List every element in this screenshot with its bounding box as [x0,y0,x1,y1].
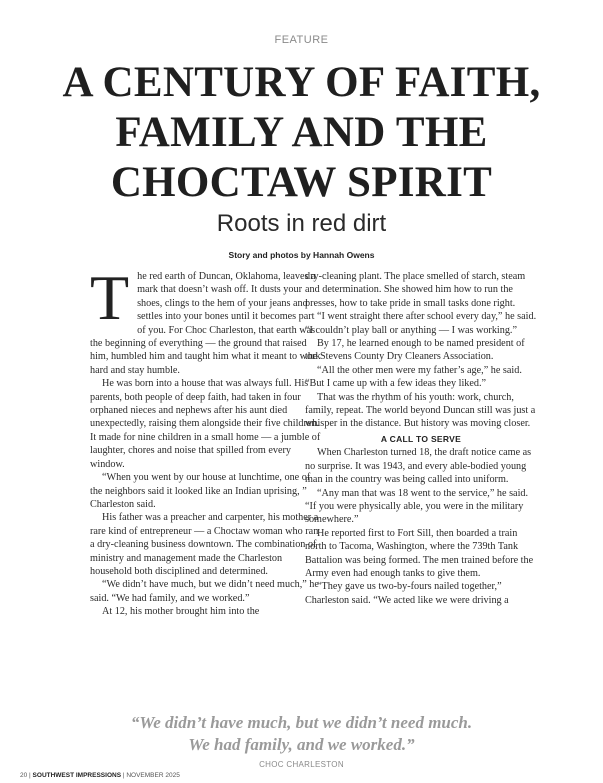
paragraph: “We didn’t have much, but we didn’t need much,” he said. “We had family, and we worked.” [90,579,319,604]
page-number: 20 [20,772,28,779]
paragraph: He reported first to Fort Sill, then boarded a train north to Tacoma, Washington, where the 739th Tank Battalion was being formed. The men trained before the Army even had enough tanks to give them. [305,527,534,579]
drop-cap: T [90,262,130,333]
paragraph: “They gave us two-by-fours nailed together,” Charleston said. “We acted like we were driving a [305,581,509,606]
publication-name: SOUTHWEST IMPRESSIONS [32,772,122,779]
paragraph: That was the rhythm of his youth: work, church, family, repeat. The world beyond Duncan still was just a whisper in the distance. But history was moving closer. [305,391,536,430]
paragraph: “When you went by our house at lunchtime, one of the neighbors said it looked like an Indian uprising, ” Charleston said. [90,472,311,510]
paragraph: By 17, he learned enough to be named president of the Stevens County Dry Cleaners Association. [305,338,525,363]
paragraph: “Any man that was 18 went to the service,” he said. “If you were physically able, you were in the military somewhere.” [305,487,529,526]
article-column-left [90,262,322,619]
paragraph: The red earth of Duncan, Oklahoma, leaves a mark that doesn’t wash off. It dusts your shoes, clings to the hem of your jeans and settles into your bones until it becomes part of you. For Choc Charleston, that earth was the beginning of everything — the ground that raised him, humbled him and taught him what it meant to work hard and stay humble. [90,262,321,376]
subhead: Roots in red dirt [216,210,387,237]
pull-quote [60,712,543,756]
paragraph: At 12, his mother brought him into the [102,606,260,618]
article-column-right [305,270,537,607]
paragraph: “All the other men were my father’s age,” he said. “But I came up with a few ideas they liked.” [305,364,522,390]
paragraph: When Charleston turned 18, the draft notice came as no surprise. It was 1943, and every able-bodied young man in the country was being called into uniform. [305,447,532,486]
pull-quote-line: We had family, and we worked.” [188,735,415,754]
paragraph: He was born into a house that was always full. His parents, both people of deep faith, had taken in four orphaned nieces and nephews after his aunt died unexpectedly, raising them alongside their five children. It made for nine children in a small home — a jumble of laughter, chores and noise that spilled from every window. [90,378,321,470]
paragraph: dry-cleaning plant. The place smelled of starch, steam and determination. She showed him how to run the presses, how to take pride in small tasks done right. [305,271,526,309]
issue-date: NOVEMBER 2025 [126,772,180,779]
byline: Story and photos by Hannah Owens [228,250,375,260]
section-label: FEATURE [274,34,329,46]
page-footer: 20 | SOUTHWEST IMPRESSIONS | NOVEMBER 2025 [20,772,180,779]
pull-quote-line: “We didn’t have much, but we didn’t need much. [130,713,473,732]
paragraph: “I went straight there after school every day,” he said. “I couldn’t play ball or anything — I was working.” [305,311,537,336]
subsection-heading: A CALL TO SERVE [380,433,462,444]
headline: A CENTURY OF FAITH, FAMILY AND THE CHOCTAW SPIRIT [62,59,541,206]
pull-quote-attribution: CHOC CHARLESTON [259,760,344,769]
paragraph: His father was a preacher and carpenter, his mother a rare kind of entrepreneur — a Choctaw woman who ran a dry-cleaning business downtown. The combination of ministry and management made the Charleston household both disciplined and determined. [90,512,319,577]
